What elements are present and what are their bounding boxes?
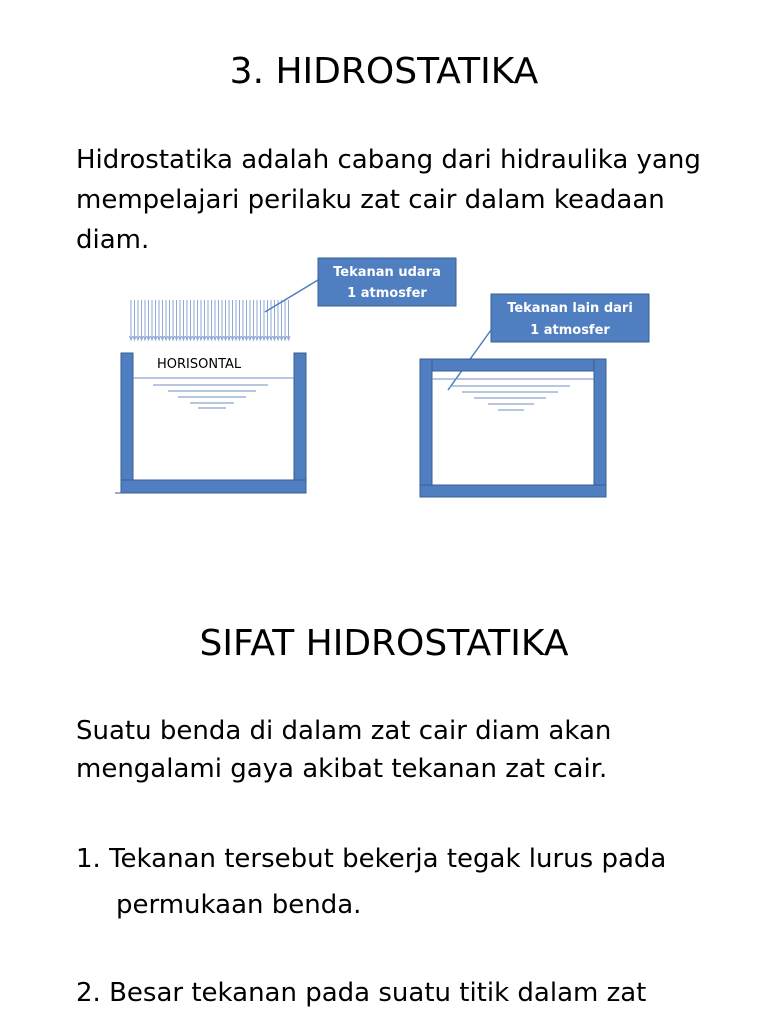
callout-left-pointer [265,280,318,312]
callout-left-line2: 1 atmosfer [347,286,427,301]
list-item-2 [76,970,736,1016]
list-item-2-number: 2. [76,978,101,1008]
list-item-2-text-line1: Besar tekanan pada suatu titik dalam zat [109,978,647,1008]
callout-right-line2: 1 atmosfer [530,323,610,338]
pressure-diagram [0,250,768,510]
tank-label-horisontal: HORISONTAL [157,357,242,372]
list-item-1-text-line1: Tekanan tersebut bekerja tegak lurus pada [109,844,667,874]
slide-title-sifat-hidrostatika: SIFAT HIDROSTATIKA [199,623,569,664]
open-tank [115,353,306,493]
list-item-1-number: 1. [76,844,101,874]
slide-title-hidrostatika: 3. HIDROSTATIKA [229,51,539,92]
list-item-1-text-line2: permukaan benda. [116,890,362,920]
intro-text: Suatu benda di dalam zat cair diam akan mengalami gaya akibat tekanan zat cair. [76,716,612,784]
definition-text: Hidrostatika adalah cabang dari hidraulika yang mempelajari perilaku zat cair dalam keadaan diam. [76,145,701,255]
air-pressure-arrows [129,300,290,340]
callout-left-line1: Tekanan udara [333,265,441,280]
list-item-1 [76,836,736,928]
closed-tank [420,359,606,497]
callout-right-line1: Tekanan lain dari [507,301,633,316]
